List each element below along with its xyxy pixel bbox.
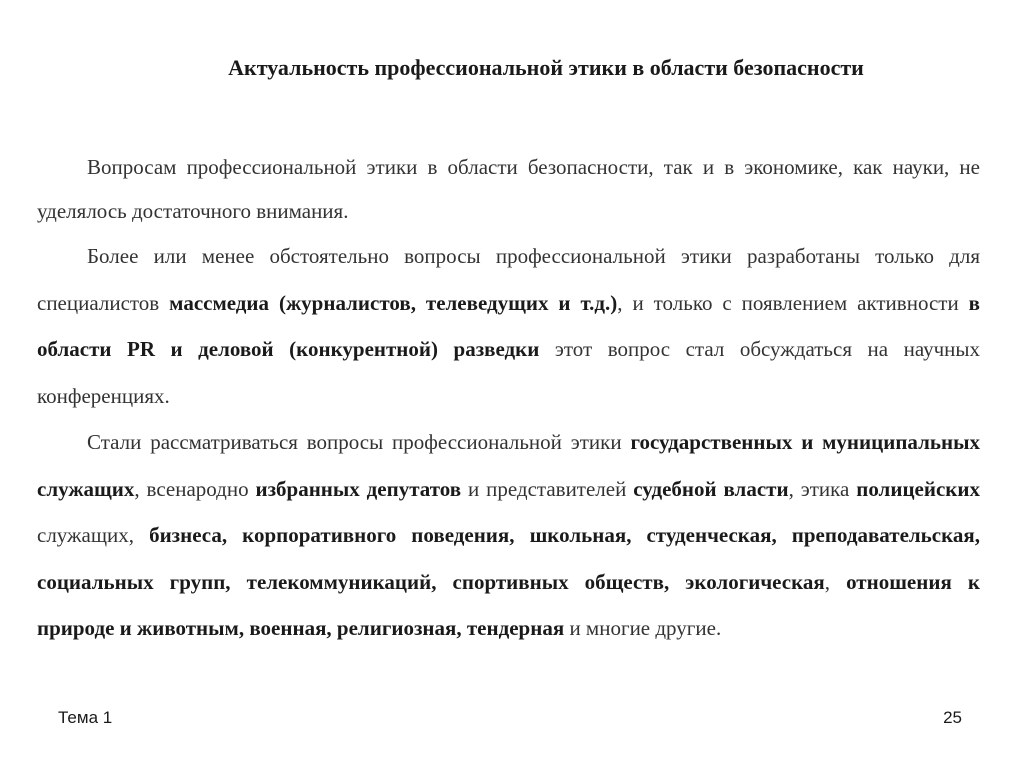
paragraph-3-text-2: , всенародно <box>134 476 256 501</box>
paragraph-2-text-1: Более или менее обстоятельно вопросы профессиональной этики разработаны только для специалистов <box>37 244 980 315</box>
paragraph-2 <box>37 233 980 419</box>
footer-topic: Тема 1 <box>58 708 113 727</box>
paragraph-1-text: Вопросам профессиональной этики в области безопасности, так и в экономике, как науки, не уделялось достаточного внимания. <box>37 155 980 223</box>
footer-page-number: 25 <box>943 708 962 727</box>
paragraph-2-bold-1: массмедиа (журналистов, телеведущих и т.д.) <box>169 290 618 315</box>
paragraph-3-bold-1: государственных и муниципальных служащих <box>37 430 980 501</box>
paragraph-3-text-7: и многие другие. <box>564 616 722 640</box>
paragraph-3-text-4: , этика <box>788 476 857 501</box>
paragraph-3-bold-2: избранных депутатов <box>255 476 462 501</box>
slide-title: Актуальность профессиональной этики в области безопасности <box>228 55 864 80</box>
paragraph-3-bold-3: судебной власти <box>633 476 789 501</box>
paragraph-3 <box>37 419 980 652</box>
paragraph-2-text-2: , и только с появлением активности <box>617 290 969 315</box>
paragraph-2-text-3: этот вопрос стал обсуждаться на научных конференциях. <box>37 337 980 408</box>
paragraph-3-text-1: Стали рассматриваться вопросы профессиональной этики <box>87 430 631 454</box>
slide-body <box>37 145 980 652</box>
paragraph-3-text-3: и представителей <box>461 476 634 501</box>
paragraph-3-text-6: , <box>824 569 847 594</box>
paragraph-3-text-5: служащих, <box>37 523 150 547</box>
paragraph-3-bold-5: бизнеса, корпоративного поведения, школьная, студенческая, преподавательская, социальных групп, телекоммуникаций, спортивных обществ, экологическая <box>37 523 980 594</box>
paragraph-3-bold-4: полицейских <box>856 476 980 501</box>
paragraph-3-bold-6: отношения к природе и животным, военная, религиозная, тендерная <box>37 569 980 640</box>
paragraph-1 <box>37 145 980 233</box>
paragraph-2-bold-2: в области PR и деловой (конкурентной) разведки <box>37 290 980 361</box>
